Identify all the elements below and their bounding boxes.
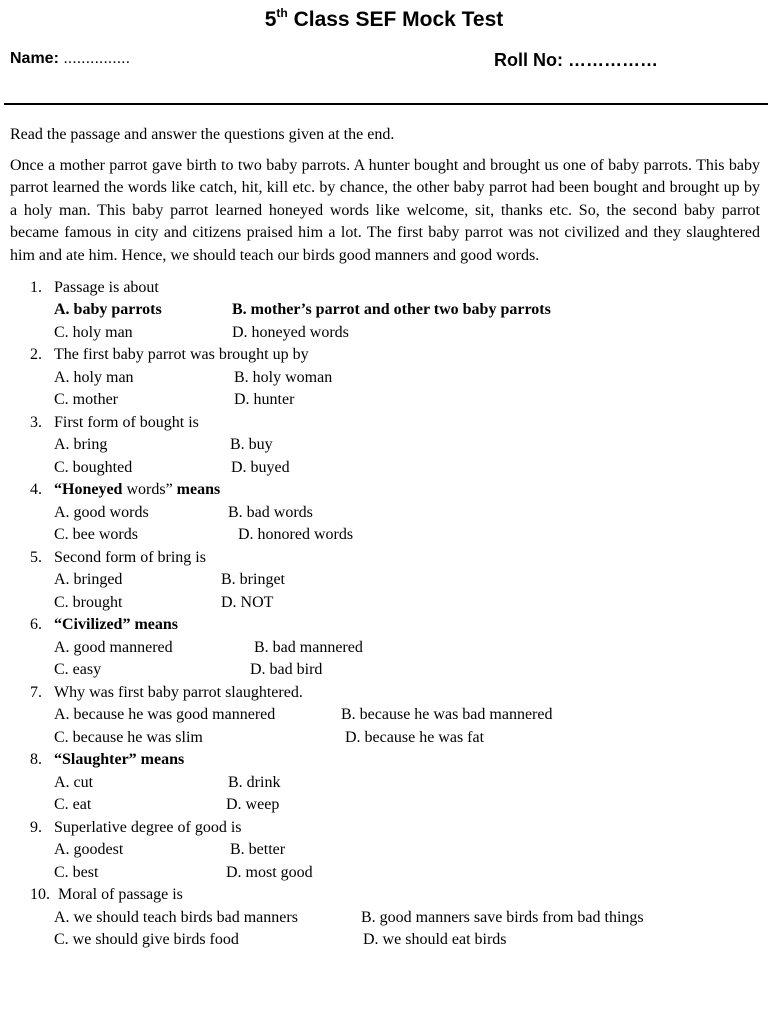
option-a: A. we should teach birds bad manners xyxy=(54,908,298,926)
option-b: B. better xyxy=(230,841,286,859)
question-7 xyxy=(10,682,760,750)
option-d: D. NOT xyxy=(221,593,274,611)
passage-text: Once a mother parrot gave birth to two baby parrots. A hunter bought and brought us one of baby parrots. This baby parrot learned the words like catch, hit, kill etc. by chance, the other baby parrot had been bought and brought up by a holy man. This baby parrot learned honeyed words like welcome, sit, thanks etc. So, the second baby parrot became famous in city and citizens praised him a lot. The first baby parrot was not civilized and they slaughtered him and ate him. Hence, we should teach our birds good manners and good words. xyxy=(10,156,760,264)
roll-dots: …………… xyxy=(563,50,659,70)
option-b: B. drink xyxy=(228,773,281,791)
question-text: First form of bought is xyxy=(54,413,199,431)
option-a: A. because he was good mannered xyxy=(54,706,276,724)
question-8 xyxy=(10,749,760,817)
question-text: Moral of passage is xyxy=(58,886,183,904)
option-b: B. holy woman xyxy=(234,368,333,386)
option-b: B. bad words xyxy=(228,503,313,521)
option-d: D. weep xyxy=(226,796,280,814)
name-label: Name: xyxy=(10,50,59,67)
option-c: C. best xyxy=(54,863,99,881)
option-d: D. most good xyxy=(226,863,313,881)
question-number: 9. xyxy=(30,818,42,836)
option-c: C. boughted xyxy=(54,458,133,476)
question-text: “Slaughter” means xyxy=(54,751,185,769)
question-number: 2. xyxy=(30,346,42,364)
option-d: D. we should eat birds xyxy=(363,931,507,949)
option-c: C. brought xyxy=(54,593,123,611)
name-dots: ............... xyxy=(58,50,131,67)
question-text: “Honeyed words” means xyxy=(54,481,221,499)
option-b: B. mother’s parrot and other two baby parrots xyxy=(232,301,551,319)
question-3 xyxy=(10,412,760,480)
option-c: C. eat xyxy=(54,796,92,814)
option-a: A. goodest xyxy=(54,841,124,859)
option-a: A. holy man xyxy=(54,368,134,386)
question-text: Passage is about xyxy=(54,278,159,296)
test-header xyxy=(0,0,768,104)
question-number: 4. xyxy=(30,481,42,499)
question-number: 3. xyxy=(30,413,42,431)
question-text: “Civilized” means xyxy=(54,616,178,634)
option-d: D. honeyed words xyxy=(232,323,349,341)
option-d: D. honored words xyxy=(238,526,354,544)
test-body xyxy=(10,124,760,952)
question-2 xyxy=(10,344,760,412)
option-a: A. bring xyxy=(54,436,108,454)
option-c: C. holy man xyxy=(54,323,133,341)
option-c: C. easy xyxy=(54,661,102,679)
question-text: Why was first baby parrot slaughtered. xyxy=(54,683,303,701)
roll-number-field xyxy=(494,50,658,71)
option-a: A. baby parrots xyxy=(54,301,162,319)
question-4 xyxy=(10,479,760,547)
option-b: B. bad mannered xyxy=(254,638,363,656)
question-9 xyxy=(10,817,760,885)
option-a: A. good words xyxy=(54,503,149,521)
option-c: C. because he was slim xyxy=(54,728,203,746)
question-number: 10. xyxy=(30,886,50,904)
question-text: Superlative degree of good is xyxy=(54,818,242,836)
question-text: Second form of bring is xyxy=(54,548,206,566)
question-number: 7. xyxy=(30,683,42,701)
option-c: C. bee words xyxy=(54,526,138,544)
question-1 xyxy=(10,277,760,345)
option-a: A. bringed xyxy=(54,571,123,589)
option-b: B. bringet xyxy=(221,571,285,589)
option-d: D. hunter xyxy=(234,391,295,409)
instruction-text: Read the passage and answer the questions given at the end. xyxy=(10,126,395,143)
roll-label: Roll No: xyxy=(494,50,563,70)
question-number: 1. xyxy=(30,278,42,296)
question-10 xyxy=(10,884,760,952)
option-b: B. good manners save birds from bad things xyxy=(361,908,644,926)
header-divider xyxy=(4,103,768,105)
question-5 xyxy=(10,547,760,615)
option-c: C. we should give birds food xyxy=(54,931,239,949)
option-d: D. because he was fat xyxy=(345,728,485,746)
question-number: 6. xyxy=(30,616,42,634)
option-d: D. bad bird xyxy=(250,661,323,679)
question-6 xyxy=(10,614,760,682)
page-title: 5th Class SEF Mock Test xyxy=(264,6,504,31)
option-a: A. cut xyxy=(54,773,94,791)
option-c: C. mother xyxy=(54,391,118,409)
question-number: 5. xyxy=(30,548,42,566)
option-b: B. buy xyxy=(230,436,273,454)
option-d: D. buyed xyxy=(231,458,290,476)
question-number: 8. xyxy=(30,751,42,769)
name-field xyxy=(10,50,130,68)
question-text: The first baby parrot was brought up by xyxy=(54,346,309,364)
option-b: B. because he was bad mannered xyxy=(341,706,553,724)
option-a: A. good mannered xyxy=(54,638,173,656)
